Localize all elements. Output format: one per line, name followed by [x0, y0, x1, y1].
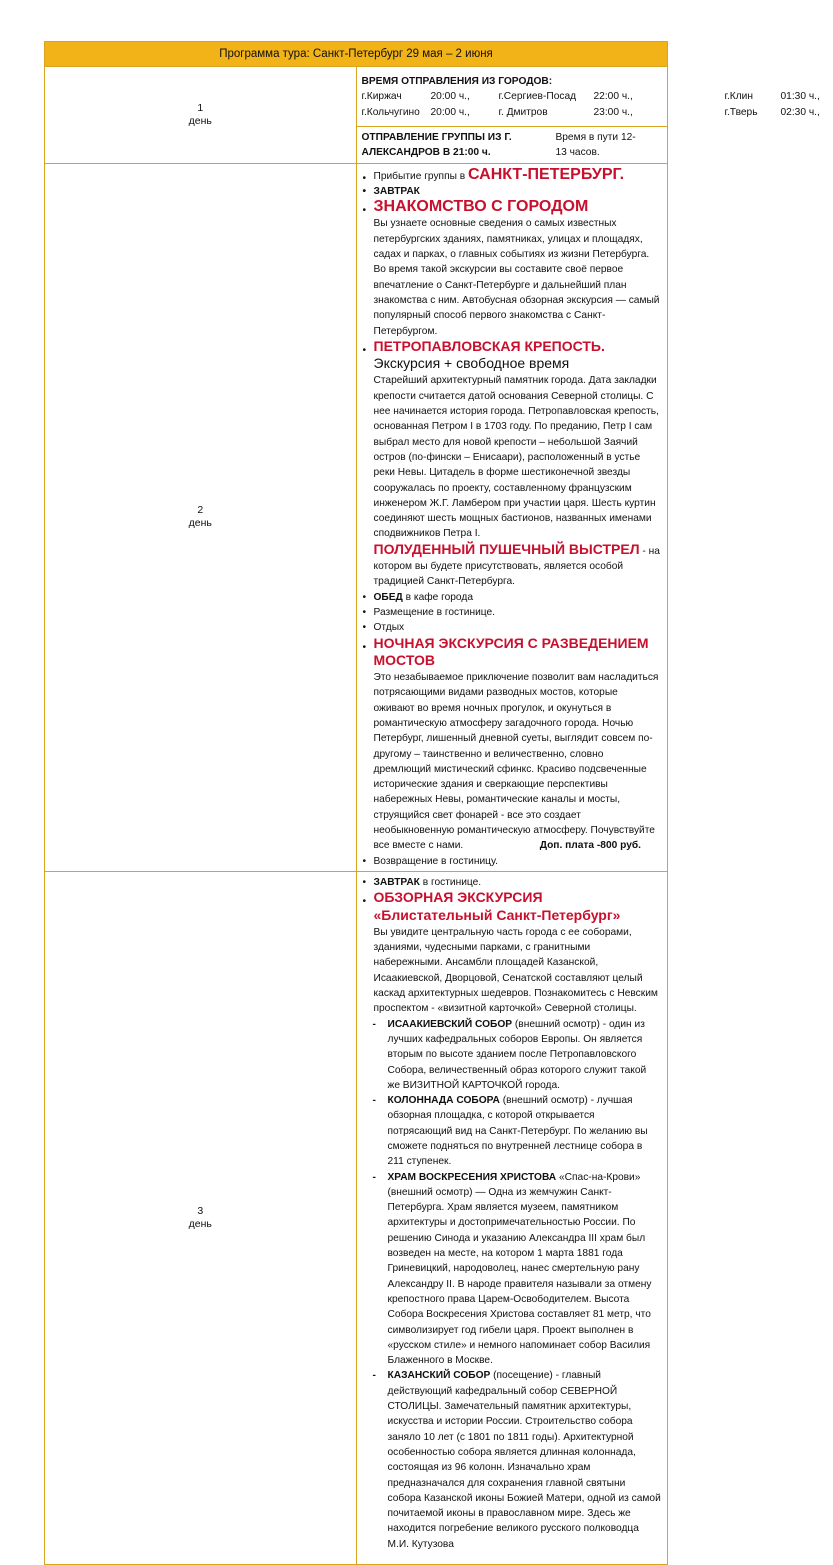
- spacer: [661, 89, 725, 104]
- fortress-text: Старейший архитектурный памятник города. Дата закладки крепости считается датой основания Северной столицы. С нее начинается история города. Петропавловская крепость, основанная Петром I в 1703 году. По преданию, Петр I сам выбрал место для новой крепости – небольшой Заячий остров (по-фински – Енисаари), расположенный в устье реки Невы. Цитадель в форме шестиконечной звезды сооружалась по проекту, составленному французским инженером Ж.Г. Ламбером при участии царя. Шесть куртин соединяют шесть мощных бастионов, названных именами сподвижников Петра I.: [373, 375, 659, 540]
- hotel-item: • Размещение в гостинице.: [362, 605, 662, 620]
- night-tour-title-item: [362, 636, 662, 671]
- tour-program-table: [44, 41, 820, 1565]
- travel-time: Время в пути 12-13 часов.: [555, 132, 636, 159]
- acquaintance-title: ЗНАКОМСТВО С ГОРОДОМ: [373, 198, 589, 216]
- sight-item-isaac: [362, 1017, 662, 1093]
- day-word: день: [188, 114, 212, 127]
- time: 22:00 ч.,: [593, 91, 633, 103]
- fortress-title-item: [362, 339, 662, 374]
- sight-item-savior: [362, 1170, 662, 1369]
- sight-name: КАЗАНСКИЙ СОБОР: [387, 1370, 491, 1382]
- city-tour-title: ОБЗОРНАЯ ЭКСКУРСИЯ «Блистательный Санкт-Петербург»: [373, 889, 621, 923]
- day-1-label: [45, 67, 357, 164]
- sight-item-kazan: [362, 1368, 662, 1552]
- breakfast-place: в гостинице.: [419, 876, 482, 888]
- day-word: день: [188, 1217, 212, 1230]
- departure-cell: [356, 67, 820, 127]
- night-tour-description: Это незабываемое приключение позволит вам насладиться потрясающими видами разводных мостов, которые оживают во время ночных прогулок, и окунуться в романтическую атмосферу загадочного города. Ночью Петербург, лишенный дневной суеты, выглядит совсем по-другому – таинственно и величественно, словно дремлющий мистический сфинкс. Красиво подсвеченные исторические здания и сверкающие перспективы набережных Невы, романтические каналы и мосты, струящийся свет фонарей - все это создает необыкновенную романтическую атмосферу. Почувствуйте все вместе с нами.: [373, 672, 659, 852]
- cannon-text: - на котором вы будете присутствовать, является особой традицией Санкт-Петербурга.: [373, 545, 660, 588]
- arrival-prefix: Прибытие группы в: [373, 170, 466, 182]
- sight-text: (посещение) - главный действующий кафедральный собор СЕВЕРНОЙ СТОЛИЦЫ. Замечательный памятник архитектуры, искусства и истории России. Строительство собора заняло 10 лет (с 1801 по 1811 годы). Архитектурной особенностью собора является длинная колоннада, состоящая из 96 колонн. Изначально храм предназначался для сохранения главной святыни собора Казанской иконы Божией Матери, одной из самой почитаемой иконы в православном мире. Здесь же находится погребение великого русского полководца М.И. Кутузова: [387, 1370, 661, 1550]
- arrival-city: САНКТ-ПЕТЕРБУРГ.: [468, 165, 625, 183]
- day-2-label: [45, 163, 357, 871]
- time: 01:30 ч.,: [780, 91, 820, 103]
- night-tour-text: [362, 670, 662, 854]
- lunch-label: ОБЕД: [373, 591, 403, 603]
- acquaintance-text: Вы узнаете основные сведения о самых известных петербургских зданиях, памятниках, улицах и площадях, садах и парках, о главных событиях из жизни Петербурга. Во время такой экскурсии вы составите своё первое впечатление о Санкт-Петербурге и дальнейший план знакомства с ним. Автобусная обзорная экскурсия — самый популярный способ первого знакомства с Санкт-Петербургом.: [373, 218, 660, 337]
- city-tour-title-item: [362, 890, 662, 925]
- sight-text: (внешний осмотр) - лучшая обзорная площадка, с которой открывается потрясающий вид на Санкт-Петербург. По желанию вы сможете подняться по внутренней лестнице собора в 211 ступенек.: [387, 1095, 648, 1168]
- breakfast-label: ЗАВТРАК: [373, 876, 420, 888]
- breakfast-item: [362, 875, 662, 890]
- day-2-content: [356, 163, 668, 871]
- arrival-item: [362, 167, 662, 184]
- day-word: день: [188, 517, 212, 530]
- city: г.Тверь: [724, 106, 758, 118]
- sight-text: «Спас-на-Крови» (внешний осмотр) — Одна из жемчужин Санкт-Петербурга. Храм является музеем, памятником архитектуры и достопримечательностью России. По решению Синода и указанию Александра III храм был возведен на месте, на котором 1 марта 1881 года Гриневицкий, народоволец, нанес смертельную рану Александру II. В народе правителя называли за отмену крепостного права Царем-Освободителем. Высота Собора Воскресения Христова составляет 81 метр, что символизирует год гибели царя. Проект выполнен в «русском стиле» и немного напоминает собор Василия Блаженного в Москве.: [387, 1171, 652, 1367]
- rest-item: • Отдых: [362, 620, 662, 635]
- night-tour-title: НОЧНАЯ ЭКСКУРСИЯ С РАЗВЕДЕНИЕМ МОСТОВ: [373, 634, 649, 668]
- city: г. Дмитров: [498, 106, 548, 118]
- city: г.Сергиев-Посад: [498, 91, 577, 103]
- spacer: [661, 105, 725, 120]
- acquaintance-title-item: [362, 199, 662, 216]
- day-number: 3: [197, 1204, 204, 1217]
- group-departure-cell: [356, 127, 668, 164]
- fortress-title: ПЕТРОПАВЛОВСКАЯ КРЕПОСТЬ.: [373, 337, 605, 354]
- time: 23:00 ч.,: [593, 106, 633, 118]
- city: г.Кольчугино: [361, 106, 420, 118]
- sight-text: (внешний осмотр) - один из лучших кафедральных соборов Европы. Он является вторым по высоте зданием после Петропавловского Собора, величественный образ которого служит такой же ВИЗИТНОЙ КАРТОЧКОЙ города.: [387, 1018, 647, 1091]
- departure-row-2: [361, 105, 820, 120]
- day-number: 2: [197, 504, 204, 517]
- group-departure: ОТПРАВЛЕНИЕ ГРУППЫ ИЗ Г. АЛЕКСАНДРОВ В 21:00 ч.: [361, 132, 512, 159]
- lunch-place: в кафе города: [402, 591, 473, 603]
- tour-program-document: [44, 41, 820, 1565]
- sight-item-colonnade: [362, 1093, 662, 1169]
- breakfast-item: • ЗАВТРАК: [362, 184, 662, 199]
- return-item: • Возвращение в гостиницу.: [362, 854, 662, 869]
- day-3-content: [356, 871, 668, 1564]
- fortress-subtitle: Экскурсия + свободное время: [373, 355, 570, 372]
- time: 20:00 ч.,: [430, 91, 470, 103]
- program-header: Программа тура: Санкт-Петербург 29 мая – 2 июня: [45, 42, 668, 67]
- night-tour-price: Доп. плата -800 руб.: [539, 840, 641, 852]
- departure-title: ВРЕМЯ ОТПРАВЛЕНИЯ ИЗ ГОРОДОВ:: [361, 76, 553, 87]
- city: г.Киржач: [361, 91, 402, 103]
- lunch-item: [362, 590, 662, 605]
- sights-list: [362, 1017, 662, 1552]
- cannon-title: ПОЛУДЕННЫЙ ПУШЕЧНЫЙ ВЫСТРЕЛ: [373, 540, 640, 557]
- sight-name: ХРАМ ВОСКРЕСЕНИЯ ХРИСТОВА: [387, 1171, 557, 1183]
- departure-row-1: [361, 89, 820, 104]
- sight-name: КОЛОННАДА СОБОРА: [387, 1095, 500, 1107]
- time: 20:00 ч.,: [430, 106, 470, 118]
- city: г.Клин: [724, 91, 753, 103]
- day-number: 1: [197, 101, 204, 114]
- time: 02:30 ч.,: [780, 106, 820, 118]
- sight-name: ИСААКИЕВСКИЙ СОБОР: [387, 1018, 513, 1030]
- day-3-label: [45, 871, 357, 1564]
- cannon-shot: [362, 542, 662, 590]
- city-tour-text: Вы увидите центральную часть города с ее соборами, зданиями, чудесными парками, с гранитными набережными. Ансамбли площадей Казанской, Исаакиевской, Дворцовой, Сенатской составляют целый каскад архитектурных шедевров. Познакомитесь с Невским проспектом - «визитной карточкой» Северной столицы.: [373, 926, 658, 1015]
